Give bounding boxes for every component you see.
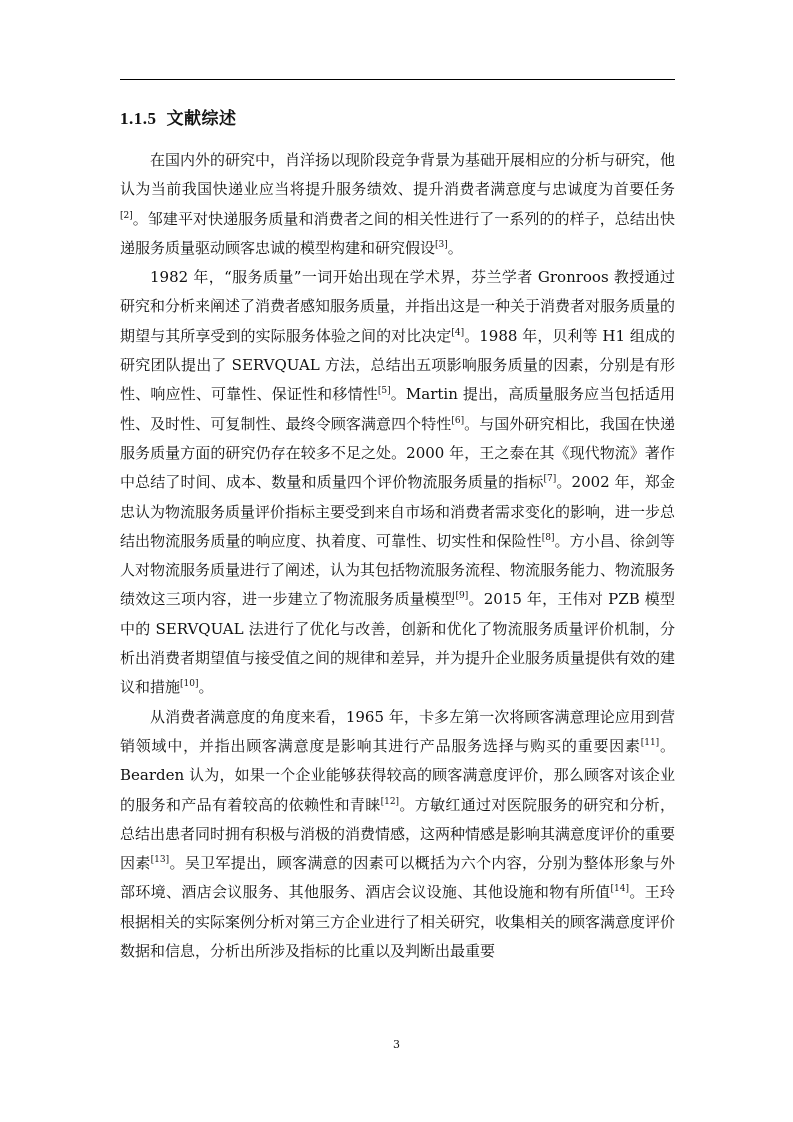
section-number: 1.1.5 [120, 109, 157, 128]
text-run: 。1988 年，贝利等 H1 组成的研究团队提出了 SERVQUAL 方法，总结出五项影响服务质量的因素，分别是有形性、响应性、可靠性、保证性和移情性 [120, 326, 675, 404]
text-run: 。方小昌、徐剑等人对物流服务质量进行了阐述，认为其包括物流服务流程、物流服务能力、物流服务绩效这三项内容，进一步建立了物流服务质量模型 [120, 531, 676, 609]
text-run: 从消费者满意度的角度来看，1965 年，卡多左第一次将顾客满意理论应用到营销领域中，并指出顾客满意度是影响其进行产品服务选择与购买的重要因素 [120, 707, 675, 755]
text-run: 。邹建平对快递服务质量和消费者之间的相关性进行了一系列的的样子，总结出快递服务质量驱动顾客忠诚的模型构建和研究假设 [120, 209, 675, 257]
section-title: 文献综述 [166, 109, 237, 128]
text-run: 。王玲根据相关的实际案例分析对第三方企业进行了相关研究，收集相关的顾客满意度评价数据和信息，分析出所涉及指标的比重以及判断出最重要 [120, 883, 676, 961]
citation: [14] [610, 884, 629, 895]
text-run: 1982 年，“服务质量”一词开始出现在学术界，芬兰学者 Gronroos 教授通过研究和分析来阐述了消费者感知服务质量，并指出这是一种关于消费者对服务质量的期望与其所享受到的实际服务体验之间的对比决定 [120, 268, 676, 345]
paragraph-3 [120, 703, 675, 967]
text-run: 。2015 年，王伟对 PZB 模型中的 SERVQUAL 法进行了优化与改善，创新和优化了物流服务质量评价机制，分析出消费者期望值与接受值之间的规律和差异，并为提升企业服务质量提供有效的建议和措施 [120, 590, 676, 697]
citation: [7] [543, 474, 557, 485]
citation: [13] [150, 855, 170, 866]
citation: [8] [541, 532, 555, 543]
paragraph-1 [120, 146, 675, 263]
header-rule [120, 79, 675, 80]
text-run: 。 [447, 238, 463, 257]
text-run: 在国内外的研究中，肖洋扬以现阶段竞争背景为基础开展相应的分析与研究，他认为当前我国快递业应当将提升服务绩效、提升消费者满意度与忠诚度为首要任务 [120, 151, 676, 199]
text-run: 。 [198, 678, 214, 697]
text-run: 。与国外研究相比，我国在快递服务质量方面的研究仍存在较多不足之处。2000 年，王之泰在其《现代物流》著作中总结了时间、成本、数量和质量四个评价物流服务质量的指标 [120, 414, 675, 492]
citation: [2] [120, 210, 133, 221]
text-run: 。方敏红通过对医院服务的研究和分析，总结出患者同时拥有积极与消极的消费情感，这两种情感是影响其满意度评价的重要因素 [120, 795, 676, 873]
citation: [12] [380, 796, 400, 807]
text-run: 。吴卫军提出，顾客满意的因素可以概括为六个内容，分别为整体形象与外部环境、酒店会议服务、其他服务、酒店会议设施、其他设施和物有所值 [120, 854, 675, 902]
text-run: 。Martin 提出，高质量服务应当包括适用性、及时性、可复制性、最终令顾客满意四个特性 [120, 385, 675, 433]
body-text [120, 146, 675, 966]
text-run: 。Bearden 认为，如果一个企业能够获得较高的顾客满意度评价，那么顾客对该企业的服务和产品有着较高的依赖性和青睐 [120, 736, 675, 814]
citation: [11] [640, 737, 660, 748]
page-number: 3 [393, 1038, 400, 1051]
citation: [10] [180, 679, 199, 690]
citation: [5] [377, 386, 391, 397]
citation: [3] [435, 239, 448, 250]
section-heading [120, 104, 237, 129]
citation: [9] [455, 591, 469, 602]
citation: [4] [451, 327, 465, 338]
paragraph-2 [120, 263, 675, 702]
citation: [6] [451, 415, 465, 426]
text-run: 。2002 年，郑金忠认为物流服务质量评价指标主要受到来自市场和消费者需求变化的影响，进一步总结出物流服务质量的响应度、执着度、可靠性、切实性和保险性 [120, 473, 676, 550]
